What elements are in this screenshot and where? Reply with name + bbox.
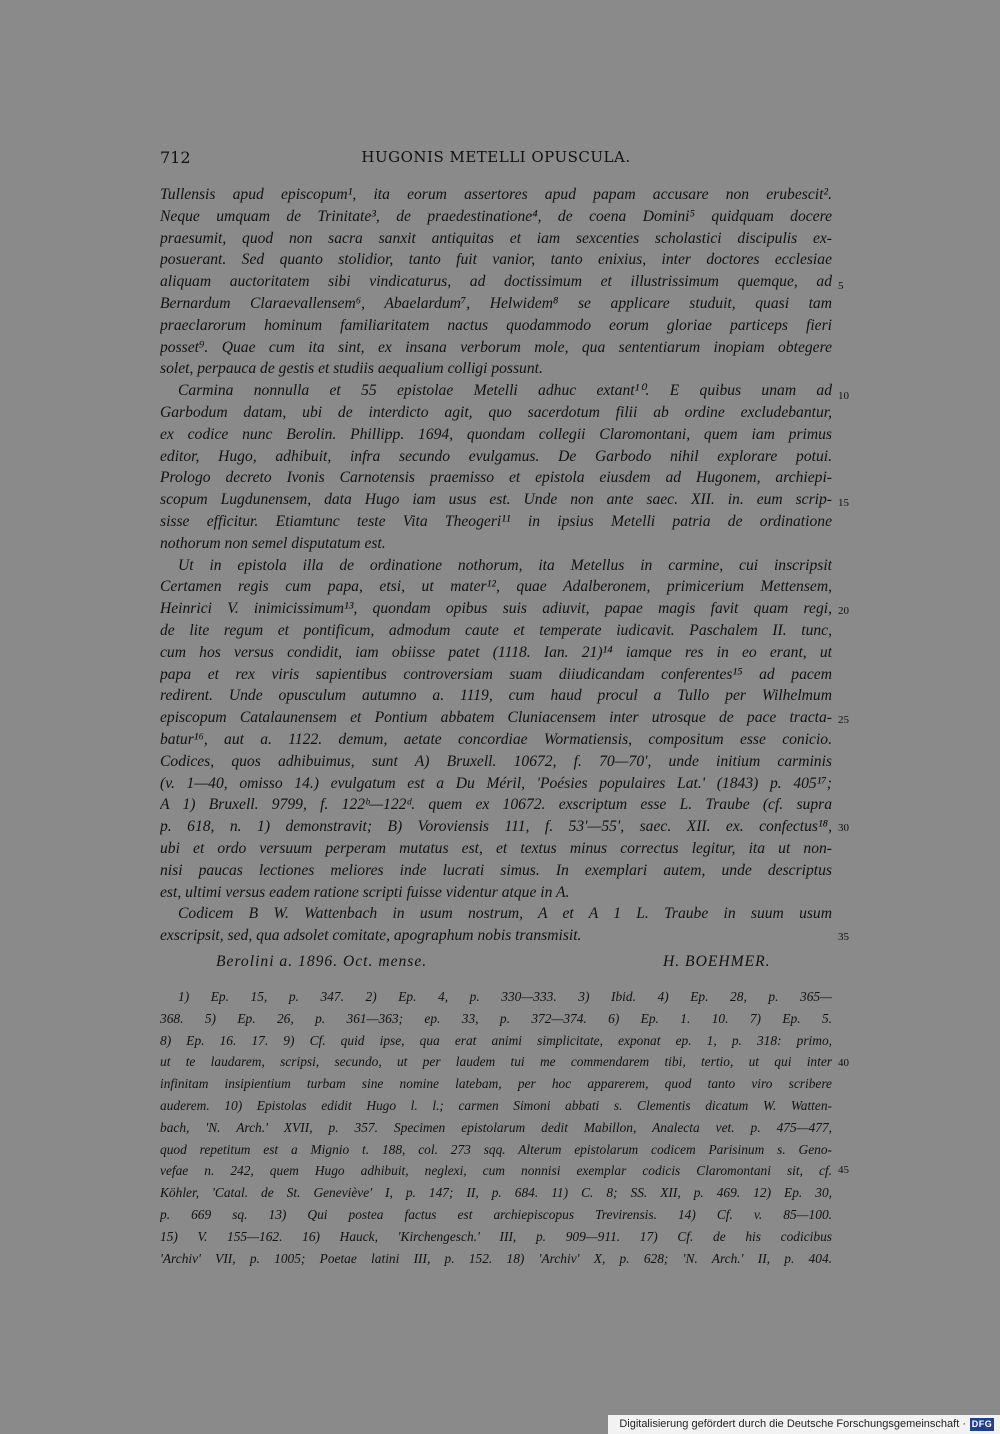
text-line: nothorum non semel disputatum est. xyxy=(160,534,386,552)
text-line: cum hos versus condidit, iam obiisse patet (1118. Ian. 21)¹⁴ iamque res in eo erant, ut xyxy=(160,643,832,661)
line-number-margin: 25 xyxy=(838,714,849,726)
line-number-margin: 5 xyxy=(838,280,844,292)
footnote-line: 8) Ep. 16. 17. 9) Cf. quid ipse, qua erat animi simplicitate, exponat ep. 1, p. 318: primo, xyxy=(160,1032,832,1048)
text-line: ex codice nunc Berolin. Phillipp. 1694, quondam collegii Claromontani, quem iam primus xyxy=(160,425,832,443)
line-number-margin: 10 xyxy=(838,390,849,402)
text-line: praeclarorum hominum familiaritatem nactus quodammodo eorum gloriae particeps fieri xyxy=(160,316,832,334)
line-number-margin: 20 xyxy=(838,605,849,617)
text-line: papa et rex viris sapientibus controversiam suam diiudicandam conferentes¹⁵ ad pacem xyxy=(160,665,832,683)
text-line: Prologo decreto Ivonis Carnotensis praemisso et epistola eiusdem ad Hugonem, archiepi- xyxy=(160,469,832,487)
text-line: de lite regum et pontificum, admodum caute et temperate iudicavit. Paschalem II. tunc, xyxy=(160,621,832,639)
signature-place-date: Berolini a. 1896. Oct. mense. xyxy=(216,952,428,970)
footnote-line: 15) V. 155—162. 16) Hauck, 'Kirchengesch.' III, p. 909—911. 17) Cf. de his codicibus xyxy=(160,1228,832,1244)
text-line: Carmina nonnulla et 55 epistolae Metelli adhuc extant¹⁰. E quibus unam ad xyxy=(178,382,832,400)
signature-line xyxy=(160,951,832,979)
footer-text: Digitalisierung gefördert durch die Deutsche Forschungsgemeinschaft · xyxy=(619,1418,966,1430)
running-title: HUGONIS METELLI OPUSCULA. xyxy=(361,148,631,166)
text-line: Garbodum datam, ubi de interdicto agit, quo sacerdotum filii ab ordine excludebantur, xyxy=(160,403,832,421)
text-line: aliquam auctoritatem sibi vindicaturus, ad doctissimum et illustrissimum quemque, ad xyxy=(160,273,832,291)
footnote-line: 'Archiv' VII, p. 1005; Poetae latini III, p. 152. 18) 'Archiv' X, p. 628; 'N. Arch.' II, p. 404. xyxy=(160,1250,832,1266)
text-line: A 1) Bruxell. 9799, f. 122ᵇ—122ᵈ. quem ex 10672. exscriptum esse L. Traube (cf. supra xyxy=(160,796,832,814)
line-number-margin: 45 xyxy=(838,1164,849,1176)
footnote-line: 1) Ep. 15, p. 347. 2) Ep. 4, p. 330—333. 3) Ibid. 4) Ep. 28, p. 365— xyxy=(178,989,832,1004)
footnote-line: 368. 5) Ep. 26, p. 361—363; ep. 33, p. 372—374. 6) Ep. 1. 10. 7) Ep. 5. xyxy=(160,1010,832,1026)
digitization-footer xyxy=(608,1415,1000,1434)
text-line: scopum Lugdunensem, data Hugo iam usus est. Unde non ante saec. XII. in. eum scrip- xyxy=(160,491,832,509)
footnote-line: p. 669 sq. 13) Qui postea factus est archiepiscopus Trevirensis. 14) Cf. v. 85—100. xyxy=(160,1206,832,1222)
text-line: Codices, quos adhibuimus, sunt A) Bruxell. 10672, f. 70—70', unde initium carminis xyxy=(160,752,832,770)
text-line: episcopum Catalaunensem et Pontium abbatem Cluniacensem inter utrosque de pace tracta- xyxy=(160,709,832,727)
signature-author: H. BOEHMER. xyxy=(663,952,771,970)
footnotes xyxy=(160,986,832,1269)
text-line: redirent. Unde opusculum autumno a. 1119, cum haud procul a Tullo per Wilhelmum xyxy=(160,687,832,705)
footnote-line: infinitam insipientium turbam sine nomine latebam, per hoc apparerem, quod tanto viro scribere xyxy=(160,1076,832,1092)
text-line: Neque umquam de Trinitate³, de praedestinatione⁴, de coena Domini⁵ quidquam docere xyxy=(160,207,832,225)
footnote-line: bach, 'N. Arch.' XVII, p. 357. Specimen epistolarum dedit Mabillon, Analecta vet. p. 475—477, xyxy=(160,1119,832,1135)
text-line: Bernardum Claraevallensem⁶, Abaelardum⁷, Helwidem⁸ se applicare studuit, quasi tam xyxy=(160,294,832,312)
text-line: posuerant. Sed quanto stolidior, tanto fuit vanior, tanto enixius, inter doctores ecclesiae xyxy=(160,251,832,269)
text-line: praesumit, quod non sacra sanxit antiquitas et iam sexcenties scholastici discipulis ex- xyxy=(160,229,832,247)
dfg-logo-icon: DFG xyxy=(971,1419,993,1429)
line-number-margin: 30 xyxy=(838,822,849,834)
footnote-line: vefae n. 242, quem Hugo adhibuit, neglexi, cum nonnisi exemplar codicis Claromontani sit, cf. xyxy=(160,1163,832,1179)
main-text xyxy=(160,184,832,979)
text-line: Codicem B W. Wattenbach in usum nostrum, A et A 1 L. Traube in suum usum xyxy=(178,905,832,923)
line-number-margin: 40 xyxy=(838,1057,849,1069)
text-line: p. 618, n. 1) demonstravit; B) Voroviensis 111, f. 53'—55', saec. XII. ex. confectus¹⁸, xyxy=(160,818,832,836)
text-line: nisi paucas lectiones meliores inde lucrati simus. In exemplari autem, unde descriptus xyxy=(160,861,832,879)
page-number: 712 xyxy=(160,148,191,167)
text-line: batur¹⁶, aut a. 1122. demum, aetate concordiae Wormatiensis, compositum esse conicio. xyxy=(160,730,832,748)
text-line: Heinrici V. inimicissimum¹³, quondam opibus suis adiuvit, papae magis favit quam regi, xyxy=(160,600,832,618)
footnote-line: auderem. 10) Epistolas edidit Hugo l. l.; carmen Simoni abbati s. Clementis dicatum W. Watten- xyxy=(160,1097,832,1113)
footnote-line: ut te laudarem, scripsi, secundo, ut per laudem tui me commendarem tibi, tertio, ut qui inter xyxy=(160,1054,832,1070)
text-line: editor, Hugo, adhibuit, infra secundo evulgamus. De Garbodo nihil explorare potui. xyxy=(160,447,832,465)
text-line: solet, perpauca de gestis et studiis aequalium colligi possunt. xyxy=(160,360,543,378)
text-line: (v. 1—40, omisso 14.) evulgatum est a Du Méril, 'Poésies populaires Lat.' (1843) p. 405¹⁷; xyxy=(160,774,832,792)
text-line: Certamen regis cum papa, etsi, ut mater¹², quae Adalberonem, primicerium Mettensem, xyxy=(160,578,832,596)
text-line: sisse efficitur. Etiamtunc teste Vita Theogeri¹¹ in ipsius Metelli patria de ordinatione xyxy=(160,512,832,530)
text-line: ubi et ordo versuum perperam mutatus est, et textus minus correctus legitur, ita ut non- xyxy=(160,839,832,857)
footnote-line: Köhler, 'Catal. de St. Geneviève' I, p. 147; II, p. 684. 11) C. 8; SS. XII, p. 469. 12) Ep. 30, xyxy=(160,1185,832,1201)
page-header xyxy=(160,148,832,170)
text-line: Ut in epistola illa de ordinatione nothorum, ita Metellus in carmine, cui inscripsit xyxy=(178,556,832,574)
text-line: Tullensis apud episcopum¹, ita eorum assertores apud papam accusare non erubescit². xyxy=(160,186,832,203)
text-line: est, ultimi versus eadem ratione scripti fuisse videntur atque in A. xyxy=(160,883,570,901)
text-line: posset⁹. Quae cum ita sint, ex insana verborum mole, qua sententiarum inopiam obtegere xyxy=(160,338,832,356)
line-number-margin: 35 xyxy=(838,931,849,943)
line-number-margin: 15 xyxy=(838,497,849,509)
footnote-line: quod repetitum est a Mignio t. 188, col. 273 sqq. Alterum epistolarum codicem Parisinum s. Geno- xyxy=(160,1141,832,1157)
text-line: exscripsit, sed, qua adsolet comitate, apographum nobis transmisit. xyxy=(160,927,582,945)
